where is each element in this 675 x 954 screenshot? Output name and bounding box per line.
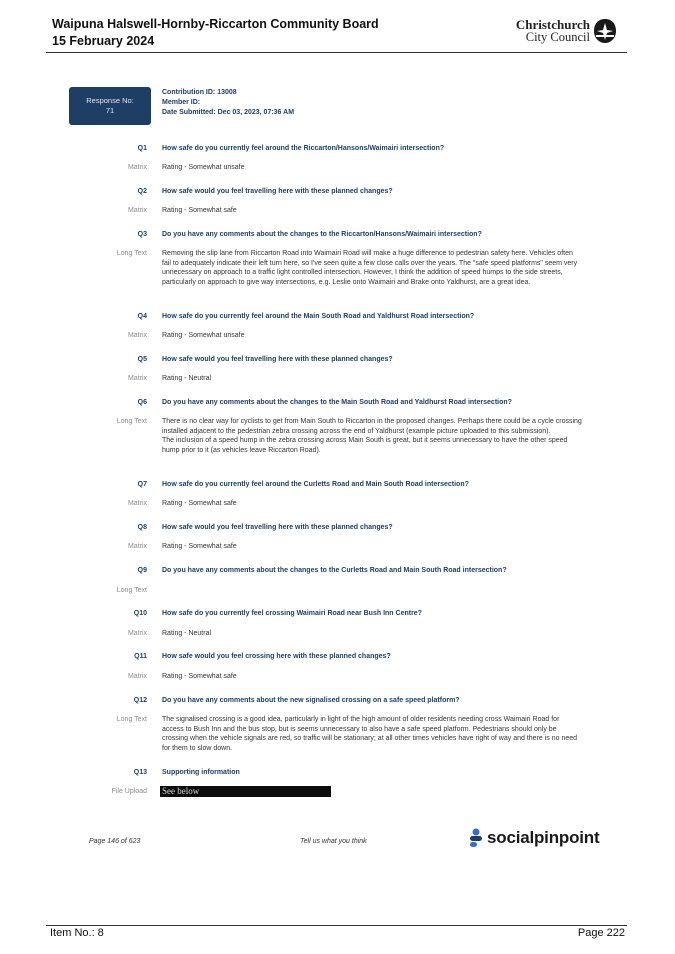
question-text: How safe do you currently feel around the Riccarton/Hansons/Waimairi intersection? xyxy=(162,145,445,152)
response-meta xyxy=(162,88,294,118)
socialpinpoint-logo-icon xyxy=(469,828,483,848)
answer-text: Removing the slip lane from Riccarton Road into Waimairi Road will make a huge difference to pedestrian safety here. Vehicles often fail to adequately indicate their left turn here, so I've seen quite a few close calls over the years. The "safe speed platforms" seem very unnecessary on approach to a traffic light controlled intersection. However, I think the addition of speed humps to the side streets, particularly on approach to give way intersections, e.g. Leslie onto Waimairi and Brake onto Yaldhurst, are a great idea. xyxy=(162,250,578,286)
question-text: Do you have any comments about the changes to the Curletts Road and Main South Road intersection? xyxy=(162,567,507,574)
question-number: Q7 xyxy=(137,481,147,488)
question-number: Q1 xyxy=(137,145,147,152)
answer-text: Rating - Neutral xyxy=(162,630,212,637)
question-text: Do you have any comments about the changes to the Riccarton/Hansons/Waimairi intersection? xyxy=(162,231,482,238)
page-number: Page 222 xyxy=(577,927,625,939)
question-number: Q5 xyxy=(137,356,147,363)
socialpinpoint-logo xyxy=(469,828,599,848)
header-rule xyxy=(46,52,627,53)
redacted-file-upload: See below xyxy=(160,786,331,797)
question-number: Q13 xyxy=(133,769,147,776)
member-label: Member ID: xyxy=(162,99,201,106)
document-header xyxy=(52,16,379,50)
question-text: Do you have any comments about the new signalised crossing on a safe speed platform? xyxy=(162,697,460,704)
answer-text: Rating - Somewhat safe xyxy=(162,500,237,507)
answer-text: Rating - Somewhat unsafe xyxy=(162,332,245,339)
question-text: How safe do you currently feel around the Curletts Road and Main South Road intersection? xyxy=(162,481,469,488)
question-text: Do you have any comments about the changes to the Main South Road and Yaldhurst Road intersection? xyxy=(162,399,512,406)
answer-type: Matrix xyxy=(127,164,147,171)
question-number: Q10 xyxy=(133,610,147,617)
question-number: Q2 xyxy=(137,188,147,195)
answer-text: Rating - Somewhat safe xyxy=(162,207,237,214)
response-number: 71 xyxy=(105,106,115,115)
question-number: Q6 xyxy=(137,399,147,406)
question-text: How safe would you feel travelling here with these planned changes? xyxy=(162,356,393,363)
council-logo xyxy=(516,16,617,46)
answer-type: Matrix xyxy=(127,673,147,680)
question-text: How safe do you currently feel around the Main South Road and Yaldhurst Road intersection? xyxy=(162,313,475,320)
contribution-label: Contribution ID: xyxy=(162,89,216,96)
question-text: How safe would you feel travelling here with these planned changes? xyxy=(162,188,393,195)
question-number: Q3 xyxy=(137,231,147,238)
response-badge-label: Response No: xyxy=(86,96,134,105)
answer-text: Rating - Neutral xyxy=(162,375,212,382)
meeting-date: 15 February 2024 xyxy=(52,34,155,48)
item-number: Item No.: 8 xyxy=(50,927,104,939)
answer-type: Matrix xyxy=(127,332,147,339)
socialpinpoint-wordmark: socialpinpoint xyxy=(487,828,600,847)
response-badge xyxy=(69,87,151,125)
logo-line1: Christchurch xyxy=(515,17,590,32)
question-number: Q8 xyxy=(137,524,147,531)
logo-line2: City Council xyxy=(525,30,590,44)
answer-text: Rating - Somewhat safe xyxy=(162,543,237,550)
question-text: How safe would you feel crossing here with these planned changes? xyxy=(162,653,391,660)
answer-text: Rating - Somewhat safe xyxy=(162,673,237,680)
date-label: Date Submitted: xyxy=(162,109,216,116)
question-text: Supporting information xyxy=(162,769,240,776)
contribution-id: 13008 xyxy=(217,89,237,96)
answer-type: Matrix xyxy=(127,543,147,550)
answer-text: The signalised crossing is a good idea, particularly in light of the high amount of older residents needing cross Waimairi Road for access to Bush Inn and the bus stop, but is seems unnecessary to also have a safe speed platform. Pedestrians should only be crossing when the vehicle signals are red, so traffic will be stationary; at all other times vehicles have right of way and there is no need for them to slow down. xyxy=(162,716,578,752)
question-number: Q9 xyxy=(137,567,147,574)
answer-type: Matrix xyxy=(127,375,147,382)
question-text: How safe would you feel travelling here with these planned changes? xyxy=(162,524,393,531)
answer-text: There is no clear way for cyclists to get from Main South to Riccarton in the proposed changes. Perhaps there could be a cycle crossing installed adjacent to the pedestrian zebra crossing across the end of Yaldhurst (example picture uploaded to this submission). xyxy=(162,418,582,435)
footer-rule xyxy=(46,925,627,926)
question-number: Q12 xyxy=(133,697,147,704)
board-name: Waipuna Halswell-Hornby-Riccarton Community Board xyxy=(52,17,379,31)
answer-text-continued: The inclusion of a speed hump in the zebra crossing across Main South is great, but it seems unnecessary to have the other speed hump prior to it (as vehicles leave Riccarton Road). xyxy=(162,437,568,454)
answer-type: Matrix xyxy=(127,500,147,507)
survey-page-number: Page 146 of 623 xyxy=(89,838,141,845)
question-number: Q4 xyxy=(137,313,147,320)
answer-type: File Upload xyxy=(111,788,147,795)
answer-text: Rating - Somewhat unsafe xyxy=(162,164,245,171)
question-text: How safe do you currently feel crossing Waimairi Road near Bush Inn Centre? xyxy=(162,610,422,617)
answer-type: Matrix xyxy=(127,207,147,214)
survey-tagline: Tell us what you think xyxy=(300,838,367,845)
answer-type: Long Text xyxy=(116,250,147,257)
question-number: Q11 xyxy=(134,653,147,660)
answer-type: Long Text xyxy=(116,587,147,594)
christchurch-logo-icon xyxy=(593,18,617,44)
answer-type: Long Text xyxy=(116,716,147,723)
date-submitted: Dec 03, 2023, 07:36 AM xyxy=(217,109,295,116)
answer-type: Long Text xyxy=(116,418,147,425)
answer-type: Matrix xyxy=(127,630,147,637)
